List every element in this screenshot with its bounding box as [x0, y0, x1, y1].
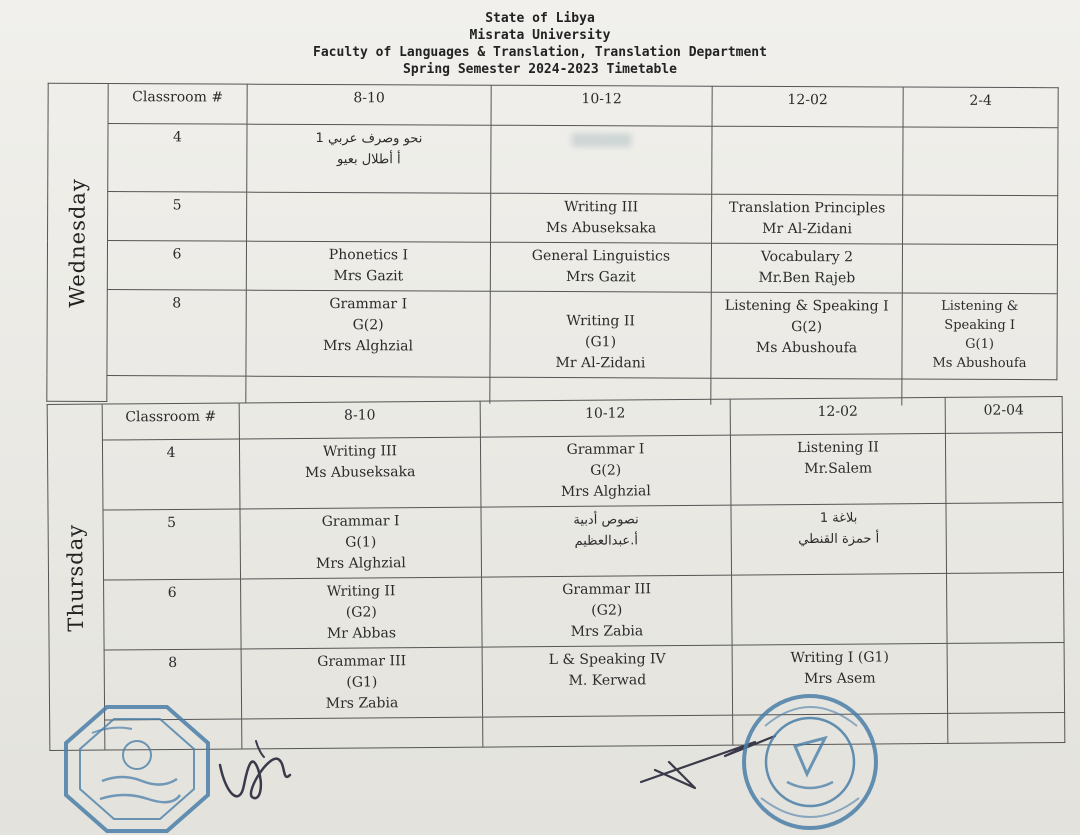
- class-cell: Listening & Speaking I G(2) Ms Abushoufa: [711, 292, 902, 379]
- wednesday-timetable: [46, 83, 1058, 406]
- room-number: 5: [103, 509, 241, 580]
- room-number: 8: [107, 290, 246, 377]
- table-row: [48, 191, 1058, 244]
- class-cell: Writing II (G1) Mr Al-Zidani: [490, 291, 711, 378]
- redaction-mark: [571, 133, 631, 147]
- empty-cell: [107, 376, 246, 403]
- class-cell: [947, 643, 1065, 714]
- table-row: [47, 289, 1057, 379]
- class-cell: General Linguistics Mrs Gazit: [490, 242, 711, 292]
- class-cell: Grammar I G(2) Mrs Alghzial: [480, 435, 731, 507]
- class-cell: Writing III Ms Abuseksaka: [491, 193, 712, 243]
- class-cell: Grammar III (G1) Mrs Zabia: [241, 647, 483, 719]
- class-cell: Translation Principles Mr Al-Zidani: [712, 194, 903, 244]
- header-slot-1: 8-10: [239, 401, 480, 439]
- class-cell: [945, 433, 1063, 504]
- class-cell: [903, 127, 1058, 196]
- header-semester: Spring Semester 2024-2023 Timetable: [403, 62, 677, 77]
- class-cell: Grammar I G(1) Mrs Alghzial: [240, 507, 482, 579]
- class-cell: بلاغة 1 أ حمزة القنطي: [731, 503, 947, 575]
- table-row: [48, 123, 1058, 195]
- document-header: [0, 10, 1080, 78]
- class-cell: Listening & Speaking I G(1) Ms Abushoufa: [902, 293, 1057, 380]
- header-slot-2: 10-12: [491, 85, 712, 126]
- class-cell: [732, 573, 948, 645]
- room-number: 4: [102, 439, 240, 510]
- room-number: 6: [104, 579, 242, 650]
- class-cell: Writing II (G2) Mr Abbas: [241, 577, 483, 649]
- empty-cell: [246, 376, 490, 403]
- class-cell: [946, 503, 1064, 574]
- empty-cell: [948, 713, 1065, 744]
- header-faculty: Faculty of Languages & Translation, Translation Department: [313, 45, 767, 60]
- header-slot-2: 10-12: [480, 399, 730, 437]
- class-cell: [247, 192, 491, 242]
- table-row: [47, 433, 1063, 511]
- header-slot-4: 2-4: [903, 87, 1058, 128]
- official-stamp-left: [62, 703, 212, 835]
- class-cell: Grammar I G(2) Mrs Alghzial: [246, 290, 490, 377]
- room-number: 6: [107, 241, 246, 291]
- official-stamp-right: [735, 686, 885, 834]
- header-slot-3: 12-02: [712, 86, 903, 127]
- header-classroom: Classroom #: [108, 84, 247, 125]
- class-cell: Phonetics I Mrs Gazit: [246, 241, 490, 291]
- room-number: 8: [104, 649, 242, 720]
- class-cell: Vocabulary 2 Mr.Ben Rajeb: [711, 243, 902, 293]
- class-cell: نحو وصرف عربي 1 أ أطلال بعيو: [247, 124, 491, 193]
- day-label-cell: [47, 404, 105, 750]
- header-classroom: Classroom #: [102, 403, 239, 440]
- class-cell: [902, 244, 1057, 294]
- signature-left: [212, 735, 302, 815]
- day-label-thursday: Thursday: [63, 523, 88, 632]
- class-cell: نصوص أدبية أ.عبدالعظيم: [481, 505, 732, 577]
- table-row: [48, 503, 1064, 581]
- class-cell: [903, 195, 1058, 245]
- header-country: State of Libya: [485, 11, 595, 26]
- day-label-wednesday: Wednesday: [64, 177, 90, 308]
- class-cell: Writing I (G1) Mrs Asem: [732, 643, 948, 715]
- header-slot-3: 12-02: [730, 397, 945, 435]
- table-row: [49, 573, 1065, 651]
- class-cell: L & Speaking IV M. Kerwad: [482, 645, 733, 717]
- class-cell: Listening II Mr.Salem: [730, 433, 946, 505]
- room-number: 4: [108, 124, 247, 193]
- header-slot-4: 02-04: [945, 397, 1062, 434]
- header-slot-1: 8-10: [247, 84, 491, 125]
- class-cell: Writing III Ms Abuseksaka: [239, 437, 481, 509]
- class-cell: Grammar III (G2) Mrs Zabia: [482, 575, 733, 647]
- thursday-timetable: [47, 396, 1066, 751]
- room-number: 5: [108, 192, 247, 242]
- day-label-cell: [47, 83, 108, 401]
- class-cell: [712, 126, 903, 195]
- header-university: Misrata University: [469, 28, 611, 43]
- table-row: [47, 240, 1057, 293]
- class-cell: [947, 573, 1065, 644]
- blurred-cell: [491, 125, 712, 194]
